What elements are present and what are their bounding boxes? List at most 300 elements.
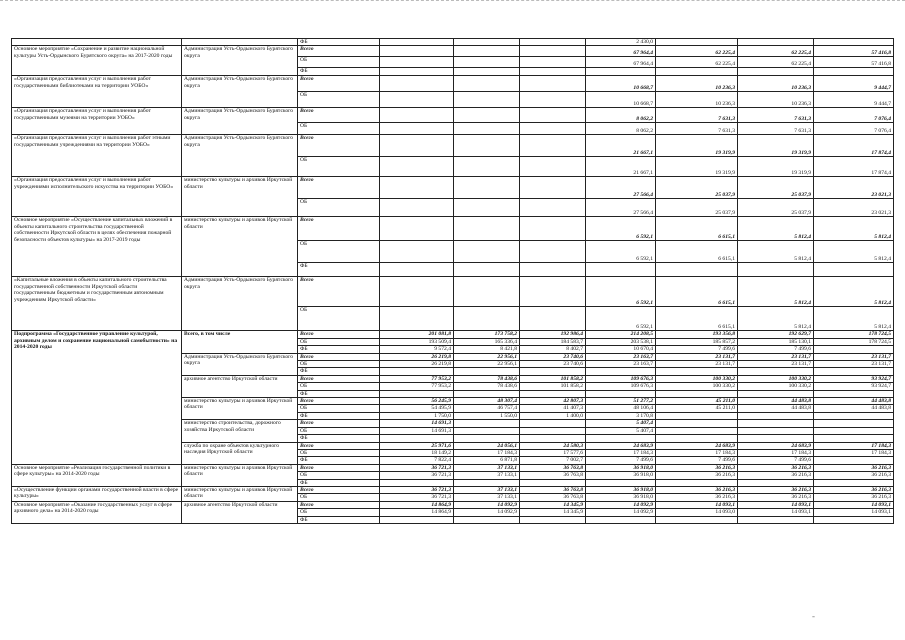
value-cell (520, 277, 586, 307)
value-cell: 36 721,3 (380, 494, 454, 501)
value-cell: 7 499,6 (656, 457, 738, 464)
value-cell: 62 225,4 (738, 57, 814, 68)
value-cell: 36 918,0 (586, 486, 656, 493)
value-cell (380, 46, 454, 57)
value-cell: 21 667,1 (586, 135, 656, 157)
value-cell: 22 956,1 (454, 361, 520, 368)
source-type: Всего (298, 277, 380, 307)
value-cell (520, 39, 586, 46)
value-cell: 18 149,2 (380, 449, 454, 456)
value-cell: 17 874,4 (814, 135, 894, 157)
value-cell: 36 216,3 (656, 472, 738, 479)
value-cell (738, 479, 814, 486)
value-cell: 14 092,9 (586, 501, 656, 508)
value-cell: 5 812,4 (814, 307, 894, 331)
value-cell (656, 427, 738, 434)
value-cell (520, 427, 586, 434)
value-cell: 101 858,2 (520, 383, 586, 390)
source-type: Всего (298, 135, 380, 157)
value-cell: 62 225,4 (656, 46, 738, 57)
executor-name: министерство культуры и архивов Иркутской области (182, 177, 298, 217)
budget-table-page (11, 38, 893, 524)
source-type: ОБ (298, 307, 380, 331)
value-cell (454, 435, 520, 442)
executor-name: архивное агентство Иркутской области (182, 375, 298, 397)
value-cell (520, 420, 586, 427)
source-type: Всего (298, 464, 380, 471)
value-cell (380, 368, 454, 375)
value-cell: 14 345,9 (520, 501, 586, 508)
value-cell: 8 421,8 (454, 346, 520, 353)
value-cell: 10 236,3 (656, 76, 738, 92)
source-type: ФБ (298, 479, 380, 486)
value-cell: 7 499,6 (656, 346, 738, 353)
value-cell (380, 39, 454, 46)
value-cell: 6 592,1 (586, 217, 656, 241)
value-cell: 101 858,2 (520, 375, 586, 382)
value-cell (454, 217, 520, 241)
executor-name: служба по охране объектов культурного наследия Иркутской области (182, 442, 298, 464)
value-cell: 93 924,7 (814, 375, 894, 382)
executor-name: министерство культуры и архивов Иркутской области (182, 486, 298, 501)
value-cell: 23 131,7 (656, 361, 738, 368)
source-type: ОБ (298, 405, 380, 412)
activity-name: Основное мероприятие «Осуществление капитальных вложений в объекты капитального строительства государственной собственности Иркутской области в целях обеспечения пожарной безопасности объектов культуры» на 2017-2019 годы (12, 217, 182, 277)
value-cell: 17 577,6 (520, 449, 586, 456)
value-cell (814, 479, 894, 486)
value-cell (586, 263, 656, 277)
value-cell: 41 407,3 (520, 405, 586, 412)
value-cell: 5 812,4 (814, 217, 894, 241)
value-cell (454, 68, 520, 76)
value-cell (380, 241, 454, 263)
activity-name: «Организация предоставления услуг и выполнения работ этными государственными учреждениями на территории УОБО» (12, 135, 182, 177)
value-cell: 23 131,7 (738, 361, 814, 368)
value-cell (454, 420, 520, 427)
value-cell: 78 438,6 (454, 375, 520, 382)
value-cell (814, 516, 894, 523)
value-cell (454, 92, 520, 108)
value-cell (454, 427, 520, 434)
value-cell (814, 263, 894, 277)
value-cell (814, 368, 894, 375)
executor-name: Всего, в том числе (182, 331, 298, 353)
value-cell (738, 427, 814, 434)
value-cell (520, 263, 586, 277)
value-cell (520, 76, 586, 92)
value-cell: 24 683,9 (656, 442, 738, 449)
value-cell: 6 592,1 (586, 307, 656, 331)
source-type: Всего (298, 486, 380, 493)
value-cell: 6 615,1 (656, 241, 738, 263)
value-cell (520, 135, 586, 157)
value-cell (454, 108, 520, 123)
source-type: Всего (298, 353, 380, 360)
value-cell (454, 390, 520, 397)
value-cell: 2 430,0 (586, 39, 656, 46)
source-type: ОБ (298, 383, 380, 390)
value-cell (454, 157, 520, 177)
value-cell (380, 263, 454, 277)
value-cell (656, 39, 738, 46)
value-cell: 23 021,3 (814, 177, 894, 199)
value-cell (586, 479, 656, 486)
value-cell (738, 435, 814, 442)
value-cell (454, 39, 520, 46)
value-cell (814, 420, 894, 427)
value-cell: 192 986,4 (520, 331, 586, 338)
value-cell (814, 457, 894, 464)
value-cell: 14 093,1 (738, 509, 814, 516)
value-cell: 14 691,3 (380, 427, 454, 434)
source-type: ОБ (298, 199, 380, 217)
executor-name: Администрация Усть-Ордынского Бурятского округа (182, 277, 298, 331)
value-cell: 6 592,1 (586, 277, 656, 307)
value-cell: 44 483,8 (814, 398, 894, 405)
value-cell: 185 857,2 (656, 338, 738, 345)
value-cell: 1 750,0 (380, 412, 454, 419)
source-type: ФБ (298, 457, 380, 464)
source-type: ОБ (298, 241, 380, 263)
value-cell (454, 57, 520, 68)
value-cell (814, 39, 894, 46)
value-cell: 36 721,3 (380, 464, 454, 471)
source-type: ФБ (298, 68, 380, 76)
executor-name: министерство строительства, дорожного хозяйства Иркутской области (182, 420, 298, 442)
value-cell: 37 133,1 (454, 486, 520, 493)
value-cell: 27 566,4 (586, 199, 656, 217)
value-cell (454, 241, 520, 263)
value-cell (520, 435, 586, 442)
value-cell: 48 106,4 (586, 405, 656, 412)
value-cell (738, 263, 814, 277)
value-cell (656, 368, 738, 375)
value-cell: 57 416,8 (814, 46, 894, 57)
value-cell: 7 631,3 (738, 123, 814, 135)
source-type: ФБ (298, 39, 380, 46)
value-cell: 19 319,9 (656, 157, 738, 177)
value-cell (656, 479, 738, 486)
value-cell (656, 420, 738, 427)
source-type: ФБ (298, 516, 380, 523)
value-cell: 165 336,4 (454, 338, 520, 345)
source-type: ФБ (298, 390, 380, 397)
value-cell (380, 57, 454, 68)
source-type: Всего (298, 108, 380, 123)
source-type: Всего (298, 442, 380, 449)
value-cell: 9 444,7 (814, 76, 894, 92)
value-cell (656, 68, 738, 76)
value-cell: 67 964,4 (586, 57, 656, 68)
value-cell (454, 263, 520, 277)
value-cell: 7 499,6 (738, 457, 814, 464)
value-cell (520, 108, 586, 123)
source-type: ОБ (298, 472, 380, 479)
value-cell: 9 572,4 (380, 346, 454, 353)
value-cell (586, 516, 656, 523)
value-cell: 10 670,4 (586, 346, 656, 353)
activity-name: «Капитальные вложения в объекты капитального строительства государственной собственности Иркутской области государственным бюджетным и государственным автономным учреждениям Иркутской области» (12, 277, 182, 331)
value-cell: 14 093,1 (738, 501, 814, 508)
value-cell: 23 131,7 (814, 361, 894, 368)
value-cell: 36 763,8 (520, 494, 586, 501)
value-cell: 37 133,1 (454, 472, 520, 479)
source-type: ФБ (298, 346, 380, 353)
table-row (12, 277, 894, 307)
source-type: ОБ (298, 509, 380, 516)
value-cell (520, 390, 586, 397)
value-cell: 24 056,1 (454, 442, 520, 449)
budget-table (11, 38, 894, 524)
value-cell: 5 407,4 (586, 427, 656, 434)
table-row (12, 108, 894, 123)
value-cell (380, 307, 454, 331)
source-type: ОБ (298, 123, 380, 135)
value-cell: 36 216,3 (738, 486, 814, 493)
value-cell (520, 46, 586, 57)
value-cell: 14 864,9 (380, 501, 454, 508)
value-cell: 6 615,1 (656, 277, 738, 307)
value-cell: 14 864,9 (380, 509, 454, 516)
value-cell: 36 216,3 (656, 464, 738, 471)
source-type: ОБ (298, 427, 380, 434)
value-cell: 184 583,7 (520, 338, 586, 345)
value-cell: 36 216,3 (738, 464, 814, 471)
value-cell (520, 92, 586, 108)
value-cell: 17 184,3 (454, 449, 520, 456)
value-cell: 6 615,1 (656, 307, 738, 331)
value-cell: 45 211,0 (656, 398, 738, 405)
value-cell: 17 184,3 (814, 442, 894, 449)
value-cell (520, 68, 586, 76)
value-cell: 1 400,0 (520, 412, 586, 419)
value-cell: 185 130,1 (738, 338, 814, 345)
value-cell: 23 131,7 (814, 353, 894, 360)
value-cell (380, 68, 454, 76)
value-cell: 201 081,8 (380, 331, 454, 338)
value-cell: 7 076,4 (814, 108, 894, 123)
scan-mark: - (812, 611, 815, 621)
executor-name: министерство культуры и архивов Иркутской области (182, 217, 298, 277)
executor-name (182, 39, 298, 46)
source-type: ОБ (298, 57, 380, 68)
value-cell: 36 763,8 (520, 472, 586, 479)
value-cell: 46 757,4 (454, 405, 520, 412)
value-cell: 42 807,3 (520, 398, 586, 405)
source-type: Всего (298, 46, 380, 57)
value-cell: 8 062,2 (586, 123, 656, 135)
value-cell: 24 580,3 (520, 442, 586, 449)
table-row (12, 217, 894, 241)
value-cell: 25 971,6 (380, 442, 454, 449)
value-cell (380, 177, 454, 199)
source-type: ФБ (298, 368, 380, 375)
value-cell: 24 683,9 (586, 442, 656, 449)
value-cell: 19 319,9 (738, 135, 814, 157)
value-cell: 23 021,3 (814, 199, 894, 217)
value-cell (586, 435, 656, 442)
value-cell: 25 037,9 (738, 199, 814, 217)
value-cell: 62 225,4 (738, 46, 814, 57)
value-cell: 23 131,7 (656, 353, 738, 360)
value-cell: 17 874,4 (814, 157, 894, 177)
activity-name: «Организация предоставления услуг и выполнения работ учреждениями исполнительского искусства на территории УОБО» (12, 177, 182, 217)
value-cell (520, 199, 586, 217)
value-cell (454, 277, 520, 307)
value-cell: 45 211,0 (656, 405, 738, 412)
value-cell: 22 956,1 (454, 353, 520, 360)
source-type: ФБ (298, 412, 380, 419)
executor-name: министерство культуры и архивов Иркутской области (182, 398, 298, 420)
source-type: Всего (298, 331, 380, 338)
value-cell: 25 037,9 (656, 199, 738, 217)
value-cell: 10 236,3 (738, 76, 814, 92)
value-cell: 36 216,3 (738, 494, 814, 501)
value-cell: 36 918,0 (586, 494, 656, 501)
value-cell: 27 566,4 (586, 177, 656, 199)
value-cell: 36 216,3 (656, 486, 738, 493)
value-cell (454, 368, 520, 375)
value-cell: 5 812,4 (738, 241, 814, 263)
value-cell (454, 123, 520, 135)
source-type: Всего (298, 420, 380, 427)
budget-table-body (12, 39, 894, 524)
value-cell: 7 499,6 (586, 457, 656, 464)
value-cell (380, 390, 454, 397)
value-cell: 24 683,9 (738, 442, 814, 449)
value-cell (380, 217, 454, 241)
value-cell: 10 236,3 (656, 92, 738, 108)
source-type: ОБ (298, 92, 380, 108)
table-row (12, 331, 894, 338)
value-cell: 7 076,4 (814, 123, 894, 135)
value-cell (814, 346, 894, 353)
value-cell (454, 135, 520, 157)
value-cell: 214 208,5 (586, 331, 656, 338)
value-cell: 193 509,4 (380, 338, 454, 345)
value-cell: 56 245,9 (380, 398, 454, 405)
value-cell (520, 241, 586, 263)
scan-edge-line (0, 0, 905, 7)
value-cell: 57 416,8 (814, 57, 894, 68)
value-cell (520, 157, 586, 177)
value-cell: 36 216,3 (814, 494, 894, 501)
value-cell: 6 592,1 (586, 241, 656, 263)
value-cell (380, 108, 454, 123)
value-cell: 37 133,1 (454, 464, 520, 471)
value-cell: 14 092,9 (454, 501, 520, 508)
value-cell (454, 76, 520, 92)
value-cell: 5 812,4 (738, 307, 814, 331)
source-type: ФБ (298, 263, 380, 277)
value-cell: 5 812,4 (738, 277, 814, 307)
value-cell: 10 668,7 (586, 76, 656, 92)
value-cell (814, 390, 894, 397)
value-cell: 14 345,9 (520, 509, 586, 516)
value-cell (380, 435, 454, 442)
value-cell: 23 163,7 (586, 353, 656, 360)
value-cell (380, 199, 454, 217)
value-cell: 6 871,8 (454, 457, 520, 464)
value-cell (586, 68, 656, 76)
value-cell: 193 356,8 (656, 331, 738, 338)
source-type: ОБ (298, 338, 380, 345)
value-cell: 44 483,8 (814, 405, 894, 412)
source-type: Всего (298, 177, 380, 199)
value-cell (454, 307, 520, 331)
value-cell: 5 812,4 (814, 277, 894, 307)
table-row (12, 464, 894, 471)
source-type: ОБ (298, 494, 380, 501)
value-cell: 19 319,9 (656, 135, 738, 157)
value-cell: 7 631,3 (656, 123, 738, 135)
value-cell: 17 184,3 (586, 449, 656, 456)
value-cell: 100 330,2 (656, 383, 738, 390)
activity-name: «Осуществление функции органами государственной власти в сфере культуры» (12, 486, 182, 501)
value-cell (738, 68, 814, 76)
value-cell (520, 516, 586, 523)
source-type: Всего (298, 375, 380, 382)
value-cell: 109 676,3 (586, 375, 656, 382)
value-cell: 8 402,7 (520, 346, 586, 353)
source-type: Всего (298, 501, 380, 508)
value-cell: 25 037,9 (656, 177, 738, 199)
executor-name: Администрация Усть-Ордынского Бурятского округа (182, 76, 298, 108)
source-type: ОБ (298, 449, 380, 456)
value-cell: 23 740,6 (520, 361, 586, 368)
value-cell: 10 668,7 (586, 92, 656, 108)
value-cell: 7 631,3 (656, 108, 738, 123)
value-cell: 1 550,0 (454, 412, 520, 419)
value-cell: 14 093,0 (656, 509, 738, 516)
value-cell (520, 57, 586, 68)
value-cell: 7 822,4 (380, 457, 454, 464)
value-cell: 14 092,9 (454, 509, 520, 516)
value-cell (380, 516, 454, 523)
source-type: ФБ (298, 435, 380, 442)
value-cell: 44 483,8 (738, 405, 814, 412)
value-cell (656, 390, 738, 397)
table-row (12, 76, 894, 92)
value-cell (380, 135, 454, 157)
value-cell (380, 277, 454, 307)
value-cell: 6 615,1 (656, 217, 738, 241)
value-cell: 173 758,2 (454, 331, 520, 338)
value-cell: 36 721,3 (380, 486, 454, 493)
activity-name: «Организация предоставления услуг и выполнения работ государственными музеями на территории УОБО» (12, 108, 182, 135)
value-cell: 14 093,1 (814, 509, 894, 516)
value-cell (520, 368, 586, 375)
value-cell (586, 390, 656, 397)
value-cell (738, 39, 814, 46)
value-cell: 100 330,2 (656, 375, 738, 382)
value-cell (520, 123, 586, 135)
value-cell: 5 407,4 (586, 420, 656, 427)
value-cell: 36 216,3 (814, 486, 894, 493)
value-cell (814, 427, 894, 434)
value-cell (520, 307, 586, 331)
value-cell: 19 319,9 (738, 157, 814, 177)
value-cell: 5 812,4 (814, 241, 894, 263)
table-row (12, 486, 894, 493)
value-cell (738, 420, 814, 427)
value-cell: 14 093,1 (814, 501, 894, 508)
value-cell: 7 002,7 (520, 457, 586, 464)
value-cell (586, 368, 656, 375)
activity-name: Основное мероприятие «Реализация государственной политики в сфере культуры» на 2014-2020 годы (12, 464, 182, 486)
value-cell: 77 953,2 (380, 383, 454, 390)
value-cell: 36 763,8 (520, 464, 586, 471)
